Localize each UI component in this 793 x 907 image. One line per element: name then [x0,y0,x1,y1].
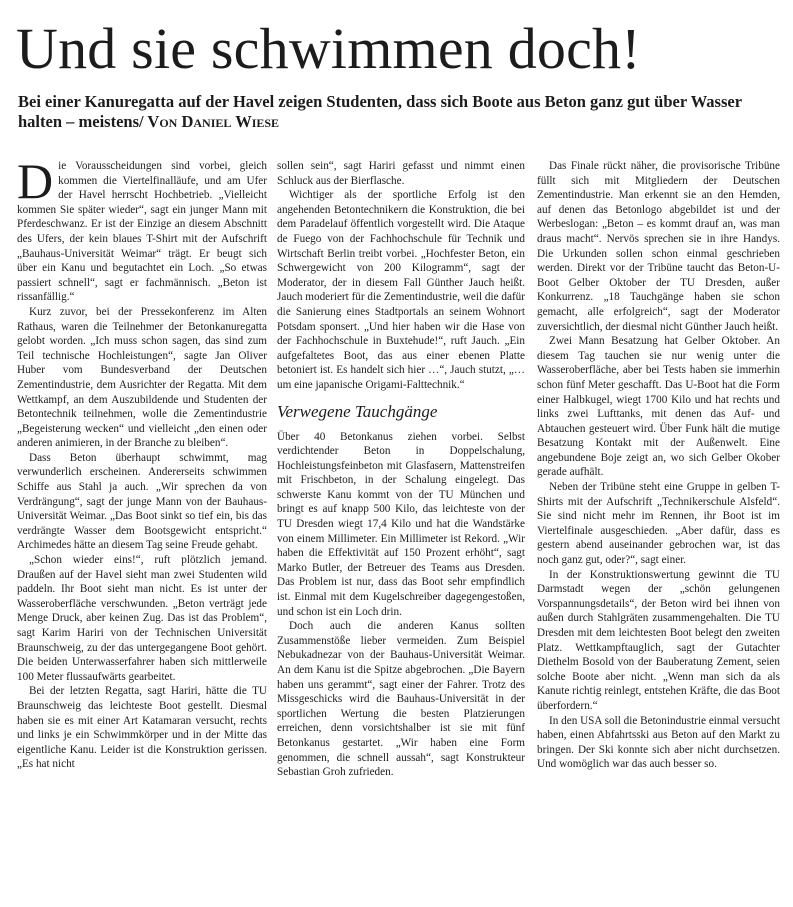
subheadline [18,92,778,132]
article-body [0,159,793,907]
paragraph: In der Konstruktionswertung gewinnt die TU Darmstadt wegen der „schön gelungenen Vorspannungsdetails“, der Beton wird bei ihnen von außen durch Stahlgräten zusammengehalten. Die TU Dresden mit dem leichtesten Boot belegt den zweiten Platz. Wettkampftauglich, sagt der Gutachter Diethelm Bosold von der Bauberatung Zement, seien solche Boote aber nicht. „Wenn man sich da als Kanute richtig reinlegt, entstehen Kräfte, die das Boot überfordern.“ [537,568,780,712]
paragraph: Zwei Mann Besatzung hat Gelber Oktober. An diesem Tag tauchen sie nur wenig unter die Wasseroberfläche, aber bei Tests haben sie immerhin schon fünf Meter geschafft. Das U-Boot hat die Form einer Halbkugel, wiegt 1700 Kilo und hat rechts und links zwei Lufttanks, mit denen das Auf- und Abtauchen gesteuert wird. Über Funk hält die mutige Besatzung Kontakt mit der Außenwelt. Eine angebundene Boje zeigt an, wo sich Gelber Okober gerade aufhält. [537,335,780,479]
paragraph: Dass Beton überhaupt schwimmt, mag verwunderlich erscheinen. Andererseits schwimmen Schiffe aus Stahl ja auch. „Wir sprechen da von Verdrängung“, sagt der junge Mann von der Bauhaus-Universität Weimar. „Das Boot sinkt so tief ein, bis das verdrängte Wasser dem Bootsgewicht entspricht.“ Archimedes hätte an diesem Tag seine Freude gehabt. [17,451,267,552]
subheadline-text: Bei einer Kanuregatta auf der Havel zeigen Studenten, dass sich Boote aus Beton ganz gut über Wasser halten – meistens [18,92,742,131]
paragraph: „Schon wieder eins!“, ruft plötzlich jemand. Draußen auf der Havel sieht man zwei Studenten wild paddeln. Ihr Boot sieht man nicht. Es ist unter der Wasseroberfläche verschwunden. „Beton verträgt jede Menge Druck, aber keinen Zug. Das ist das Problem“, sagt Karim Hariri von der Technischen Universität Braunschweig, zu der das untergegangene Boot gehört. Die beiden Unterwasserfahrer haben sich mittlerweile 100 Meter flussaufwärts gearbeitet. [17,554,267,683]
paragraph: Wichtiger als der sportliche Erfolg ist den angehenden Betontechnikern die Konstruktion, die bei dem Paradelauf öffentlich vorgestellt wird. Die Ataque de Fuego von der Fachhochschule für Technik und Wirtschaft Berlin treibt vorbei. „Hochfester Beton, ein Schwergewicht von 200 Kilogramm“, sagt der Moderator, der in diesem Fall Günther Jauch heißt. Jauch moderiert für die Zementindustrie, weil die dafür die Sanierung eines Stadtportals an seinem Wohnort Potsdam sponsert. „Und hier haben wir die Hase von der Fachhochschule in Buxtehude!“, ruft Jauch. „Ein aufgefaltetes Boot, das aus einer ebenen Platte betoniert ist. Es handelt sich hier …“, Jauch stutzt, „… um eine japanische Origami-Falttechnik.“ [277,189,525,391]
paragraph: Doch auch die anderen Kanus sollten Zusammenstöße lieber vermeiden. Zum Beispiel Nebukadnezar von der Bauhaus-Universität Weimar. An dem Kanu ist die Spitze abgebrochen. „Die Bayern haben uns gerammt“, sagt einer der Fahrer. Trotz des Missgeschicks wird die Bauhaus-Universität in der sportlichen Wertung die besten Platzierungen erreichen, denn vorsichtshalber ist sie mit fünf Betonkanus gestartet. „Wir haben eine Form genommen, die schnell aussah“, sagt Konstrukteur Sebastian Groh zufrieden. [277,620,525,779]
column-1 [17,159,267,904]
paragraph: Bei der letzten Regatta, sagt Hariri, hätte die TU Braunschweig das leichteste Boot gestellt. Diesmal haben sie es mit einer Art Katamaran versucht, rechts und links je ein Schwimmkörper und in der Mitte das eigentliche Kanu. Leider ist die Konstruktion gerissen. „Es hat nicht [17,685,267,771]
drop-cap: D [17,159,54,209]
paragraph: Das Finale rückt näher, die provisorische Tribüne füllt sich mit Mitgliedern der Deutschen Zementindustrie. Man erkennt sie an den Hemden, auf denen das Betonlogo abgebildet ist und der Werbeslogan: „Beton – es kommt drauf an, was man draus macht“. Nervös sprechen sie in ihre Handys. Die Urkunden sollen schon einmal geschrieben werden. Direkt vor der Tribüne taucht das Beton-U-Boot Gelber Oktober der TU Dresden, außer Konkurrenz. „18 Tauchgänge haben sie schon gemacht, alle erfolgreich“, sagt der Moderator zuversichtlich, der diesmal nicht Günther Jauch heißt. [537,160,780,333]
column-3 [537,159,780,904]
paragraph: Kurz zuvor, bei der Pressekonferenz im Alten Rathaus, waren die Teilnehmer der Betonkanuregatta gelobt worden. „Ich muss schon sagen, das sind zum Teil technische Hochleistungen“, sagte Jan Oliver Huber vom Bundesverband der Deutschen Zementindustrie, dem Ausrichter der Regatta. Mit dem Wettkampf, an dem Auszubildende und Studenten der Betontechnik teilnehmen, wolle die Zementindustrie „Begeisterung wecken“ und vielleicht „den einen oder anderen animieren, in der Branche zu bleiben“. [17,305,267,450]
paragraph [17,159,267,305]
paragraph: Neben der Tribüne steht eine Gruppe in gelben T-Shirts mit der Aufschrift „Technikerschule Alsfeld“. Sie sind nicht mehr im Rennen, ihr Boot ist im Viertelfinale ausgeschieden. „Aber dafür, dass es gestern abend auseinander gebrochen war, ist das noch ganz gut, oder?“, sagt einer. [537,481,780,567]
paragraph: Über 40 Betonkanus ziehen vorbei. Selbst verdichtender Beton in Doppelschalung, Hochleistungsfeinbeton mit Glasfasern, Mattenstreifen mit Frischbeton, in der Schalung eingelegt. Das schwerste Kanu kommt von der TU München und bringt es auf knapp 500 Kilo, das leichteste von der TU Dresden wiegt 17,4 Kilo und hat die Wandstärke von einem Millimeter. Ein Millimeter ist Rekord. „Wir haben die Effektivität auf 150 Prozent erhöht“, sagt Marko Butler, der Betreuer des Teams aus Dresden. Das Problem ist nur, dass das Boot sehr empfindlich ist. Einmal mit dem Kugelschreiber dagegengestoßen, und schon ist ein Loch drin. [277,430,525,618]
paragraph-text: ie Vorausscheidungen sind vorbei, gleich kommen die Viertelfinalläufe, und am Ufer der Havel herrscht Hochbetrieb. „Vielleicht kommen Sie später wieder“, sagt ein junger Mann mit Pferdeschwanz. Er ist der Einzige an diesem Abschnitt des Ufers, der kein blaues T-Shirt mit der Aufschrift „Bauhaus-Universität Weimar“ trägt. Er beugt sich über ein Kanu und begutachtet ein Loch. „So etwas passiert schnell“, sagt er fachmännisch. „Beton ist rissanfällig.“ [17,160,267,304]
byline: / Von Daniel Wiese [139,112,280,131]
headline: Und sie schwimmen doch! [16,16,641,81]
paragraph: sollen sein“, sagt Hariri gefasst und nimmt einen Schluck aus der Bierflasche. [277,160,525,187]
section-heading: Verwegene Tauchgänge [277,401,438,421]
column-2 [277,159,525,904]
paragraph: In den USA soll die Betonindustrie einmal versucht haben, einen Abfahrtsski aus Beton auf den Markt zu bringen. Der Ski konnte sich aber nicht durchsetzen. Und womöglich war das auch besser so. [537,714,780,771]
